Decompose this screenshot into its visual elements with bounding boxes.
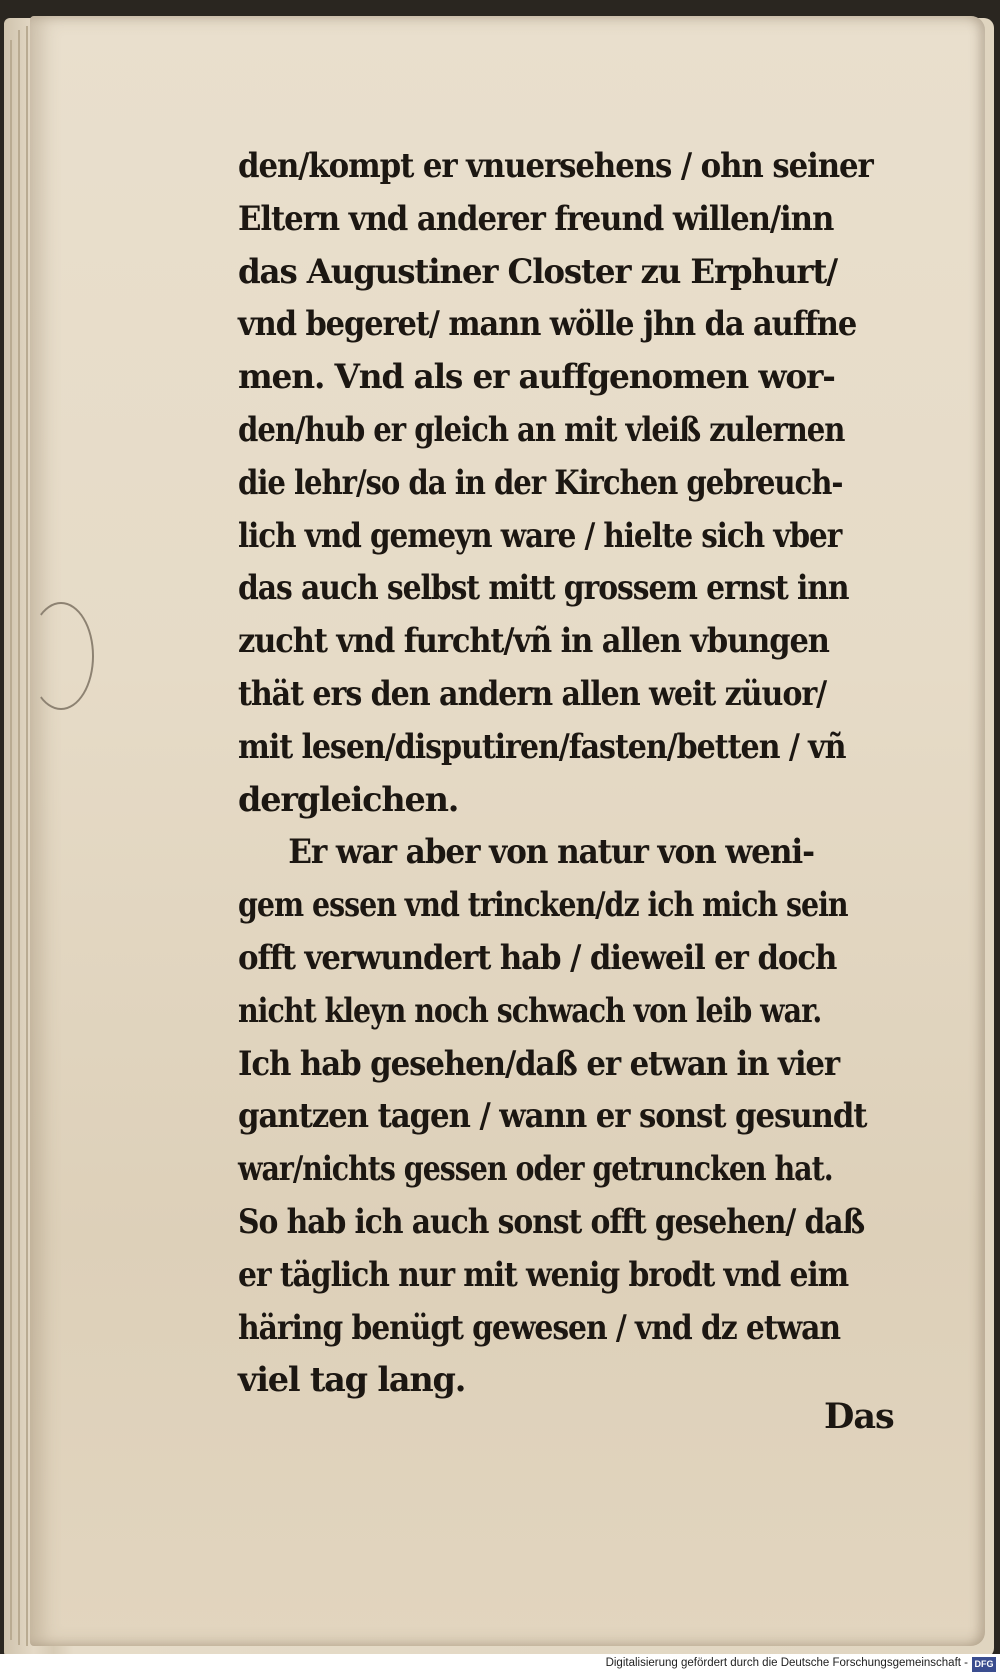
text-line: häring benügt gewesen / vnd dz etwan	[238, 1307, 840, 1347]
text-line: dergleichen.	[238, 779, 459, 819]
text-line: zucht vnd furcht/vñ in allen vbungen	[238, 621, 829, 661]
text-line: die lehr/so da in der Kirchen gebreuch-	[238, 462, 843, 502]
page-edge-line	[18, 30, 20, 1645]
text-line: gantzen tagen / wann er sonst gesundt	[238, 1096, 867, 1136]
text-line: den/hub er gleich an mit vleiß zulernen	[238, 409, 845, 449]
catchword: Das	[824, 1396, 894, 1437]
text-line: vnd begeret/ mann wölle jhn da auffne	[238, 304, 857, 344]
dfg-logo-icon: DFG	[972, 1657, 996, 1672]
page-edge-line	[10, 40, 12, 1640]
text-line: war/nichts gessen oder getruncken hat.	[238, 1149, 833, 1189]
text-line: Eltern vnd anderer freund willen/inn	[238, 198, 834, 238]
text-line: mit lesen/disputiren/fasten/betten / vñ	[238, 726, 846, 766]
text-line: So hab ich auch sonst offt gesehen/ daß	[238, 1201, 865, 1241]
text-line: offt verwundert hab / dieweil er doch	[238, 937, 837, 977]
text-line: men. Vnd als er auffgenomen wor-	[238, 357, 835, 397]
text-line: Er war aber von natur von weni-	[288, 832, 814, 872]
text-line: thät ers den andern allen weit züuor/	[238, 673, 827, 713]
page-edge-line	[26, 26, 28, 1646]
text-line: das auch selbst mitt grossem ernst inn	[238, 568, 849, 608]
funding-credit: Digitalisierung gefördert durch die Deutsche Forschungsgemeinschaft -	[605, 1657, 968, 1669]
text-line: Ich hab gesehen/daß er etwan in vier	[238, 1043, 840, 1083]
text-line: das Augustiner Closter zu Erphurt/	[238, 251, 837, 291]
text-line: viel tag lang.	[238, 1360, 466, 1400]
text-line: den/kompt er vnuersehens / ohn seiner	[238, 146, 873, 185]
text-line: gem essen vnd trincken/dz ich mich sein	[238, 885, 848, 925]
text-line: er täglich nur mit wenig brodt vnd eim	[238, 1254, 849, 1294]
text-line: lich vnd gemeyn ware / hielte sich vber	[238, 515, 842, 555]
page-text	[238, 140, 938, 1407]
digitization-footer	[0, 1654, 1000, 1676]
text-line: nicht kleyn noch schwach von leib war.	[238, 990, 822, 1030]
page-ring-mark	[28, 602, 94, 710]
